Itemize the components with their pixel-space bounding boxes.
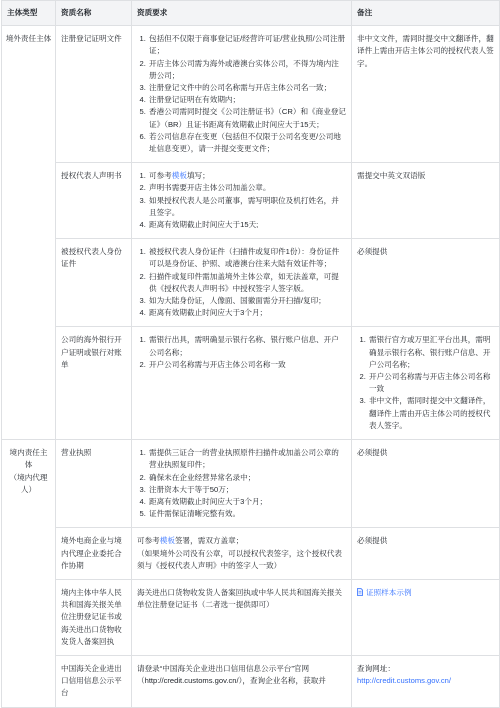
table-row (2, 163, 500, 239)
table-row (2, 440, 500, 528)
entity-label-line: 体 (24, 460, 33, 470)
list-item: 4. 距离有效期截止时间应大于3个月； (148, 307, 346, 319)
qualification-requirements-table (1, 0, 500, 708)
list-item: 1. 需银行官方或万里汇平台出具，需明确显示银行名称、银行账户信息、开户公司名称； (368, 334, 494, 371)
list-item: 2. 开店主体公司需为海外或港澳台实体公司，不得为境内注册公司； (148, 58, 346, 82)
list-item: 5. 证件需保证清晰完整有效。 (148, 508, 346, 520)
table-row (2, 528, 500, 580)
list-item: 3. 注册资本大于等于50万； (148, 484, 346, 496)
qualification-name: 被授权代表人身份证件 (56, 239, 132, 327)
requirements-list (137, 170, 346, 231)
list-item: 3. 注册登记文件中的公司名称需与开店主体公司名一致； (148, 82, 346, 94)
list-item: 1. 包括但不仅限于商事登记证/经营许可证/营业执照/公司注册证； (148, 33, 346, 57)
list-item: 2. 开户公司名称需与开店主体公司名称一致 (148, 359, 346, 371)
qualification-name: 中国海关企业进出口信用信息公示平台 (56, 655, 132, 707)
note-label: 查询网址： (357, 663, 395, 673)
entity-label-line: 人） (20, 484, 37, 494)
qualification-name: 营业执照 (56, 440, 132, 528)
list-item: 1. 被授权代表人身份证件（扫描件或复印件1份）：身份证件可以是身份证、护照、或港澳台往来大陆有效证件等； (148, 246, 346, 270)
column-header-notes: 备注 (352, 1, 500, 26)
list-item: 1. 需银行出具，需明确显示银行名称、银行账户信息、开户公司名称； (148, 334, 346, 358)
entity-label-line: （境内代理 (9, 472, 48, 482)
entity-cell-overseas (2, 26, 56, 440)
column-header-requirements: 资质要求 (132, 1, 352, 26)
file-icon (357, 588, 363, 596)
table-row (2, 26, 500, 163)
requirements-cell (132, 440, 352, 528)
requirement-text: 签署，需双方盖章； (174, 536, 244, 546)
list-item: 4. 距离有效期截止时间应大于3个月； (148, 496, 346, 508)
note-cell (352, 579, 500, 655)
table-row (2, 327, 500, 440)
list-item: 2. 开户公司名称需与开店主体公司名称一致 (368, 371, 494, 395)
qualification-name: 境内主体中华人民共和国海关报关单位注册登记证书或海关进出口货物收发货人备案回执 (56, 579, 132, 655)
qualification-name: 公司的海外银行开户证明或银行对账单 (56, 327, 132, 440)
template-link[interactable]: 模板 (159, 536, 175, 546)
requirements-cell (132, 528, 352, 580)
notes-list (357, 334, 494, 432)
list-item: 6. 若公司信息存在变更（包括但不仅限于公司名变更/公司地址信息变更），请一并提交变更文件； (148, 131, 346, 155)
qualification-name: 境外电商企业与境内代理企业委托合作协期 (56, 528, 132, 580)
list-item: 5. 香港公司需同时提交《公司注册证书》（CR）和《商业登记证》（BR）且证书距离有效期截止时间应大于15天； (148, 106, 346, 130)
requirements-list (137, 334, 346, 371)
requirements-cell (132, 327, 352, 440)
requirement-text: 可参考 (149, 171, 172, 181)
note-cell (352, 327, 500, 440)
requirement-text: 填写； (186, 171, 210, 181)
requirements-cell: 海关进出口货物收发货人备案回执或中华人民共和国海关报关单位注册登记证书（二者选一提供即可） (132, 579, 352, 655)
table-row (2, 239, 500, 327)
note-cell: 非中文文件，需同时提交中文翻译件，翻译件上需由开店主体公司的授权代表人签字。 (352, 26, 500, 163)
credit-platform-link[interactable]: http://credit.customs.gov.cn/ (357, 676, 451, 686)
requirements-list (137, 447, 346, 520)
note-cell: 必须提供 (352, 440, 500, 528)
list-item: 3. 如果授权代表人是公司董事，需写明职位及机打姓名，并且签字。 (148, 195, 346, 219)
list-item: 2. 扫描件或复印件需加盖境外主体公章，如无法盖章，可提供《授权代表人声明书》中授权签字人签字版。 (148, 271, 346, 295)
column-header-qualification-name: 资质名称 (56, 1, 132, 26)
requirement-line: （如果境外公司没有公章，可以授权代表签字，这个授权代表须与《授权代表人声明》中的签字人一致） (137, 548, 343, 570)
note-cell: 必须提供 (352, 239, 500, 327)
list-item: 3. 如为大陆身份证，人像面、国徽面需分开扫描/复印； (148, 295, 346, 307)
entity-label-line: 境内责任主 (9, 448, 48, 458)
qualification-name: 注册登记证明文件 (56, 26, 132, 163)
list-item: 2. 声明书需要开店主体公司加盖公章。 (148, 182, 346, 194)
requirements-cell: 请登录“中国海关企业进出口信用信息公示平台”官网（http://credit.customs.gov.cn/），查询企业名称，获取并 (132, 655, 352, 707)
note-cell: 必须提供 (352, 528, 500, 580)
list-item: 4. 注册登记证明在有效期内； (148, 94, 346, 106)
requirements-list (137, 33, 346, 155)
requirements-cell (132, 26, 352, 163)
table-row (2, 655, 500, 707)
requirements-cell (132, 239, 352, 327)
requirements-list (137, 246, 346, 319)
entity-cell-domestic (2, 440, 56, 707)
sample-certificate-link[interactable]: 证照样本示例 (366, 587, 412, 597)
list-item: 1. 需提供三证合一的营业执照原件扫描件或加盖公司公章的营业执照复印件； (148, 447, 346, 471)
list-item: 3. 非中文件，需同时提交中文翻译件，翻译件上需由开店主体公司的授权代表人签字。 (368, 395, 494, 432)
template-link[interactable]: 模板 (171, 171, 187, 181)
entity-label: 境外责任主体 (5, 34, 52, 44)
note-cell (352, 655, 500, 707)
qualification-name: 授权代表人声明书 (56, 163, 132, 239)
table-row (2, 579, 500, 655)
requirement-line (137, 535, 346, 547)
list-item (148, 170, 346, 182)
list-item: 4. 距离有效期截止时间应大于15天; (148, 219, 346, 231)
table-header-row (2, 1, 500, 26)
list-item: 2. 确保未在企业经营异常名录中； (148, 472, 346, 484)
requirement-text: 可参考 (137, 536, 160, 546)
note-cell: 需提交中英文双语版 (352, 163, 500, 239)
column-header-entity-type: 主体类型 (2, 1, 56, 26)
requirements-cell (132, 163, 352, 239)
